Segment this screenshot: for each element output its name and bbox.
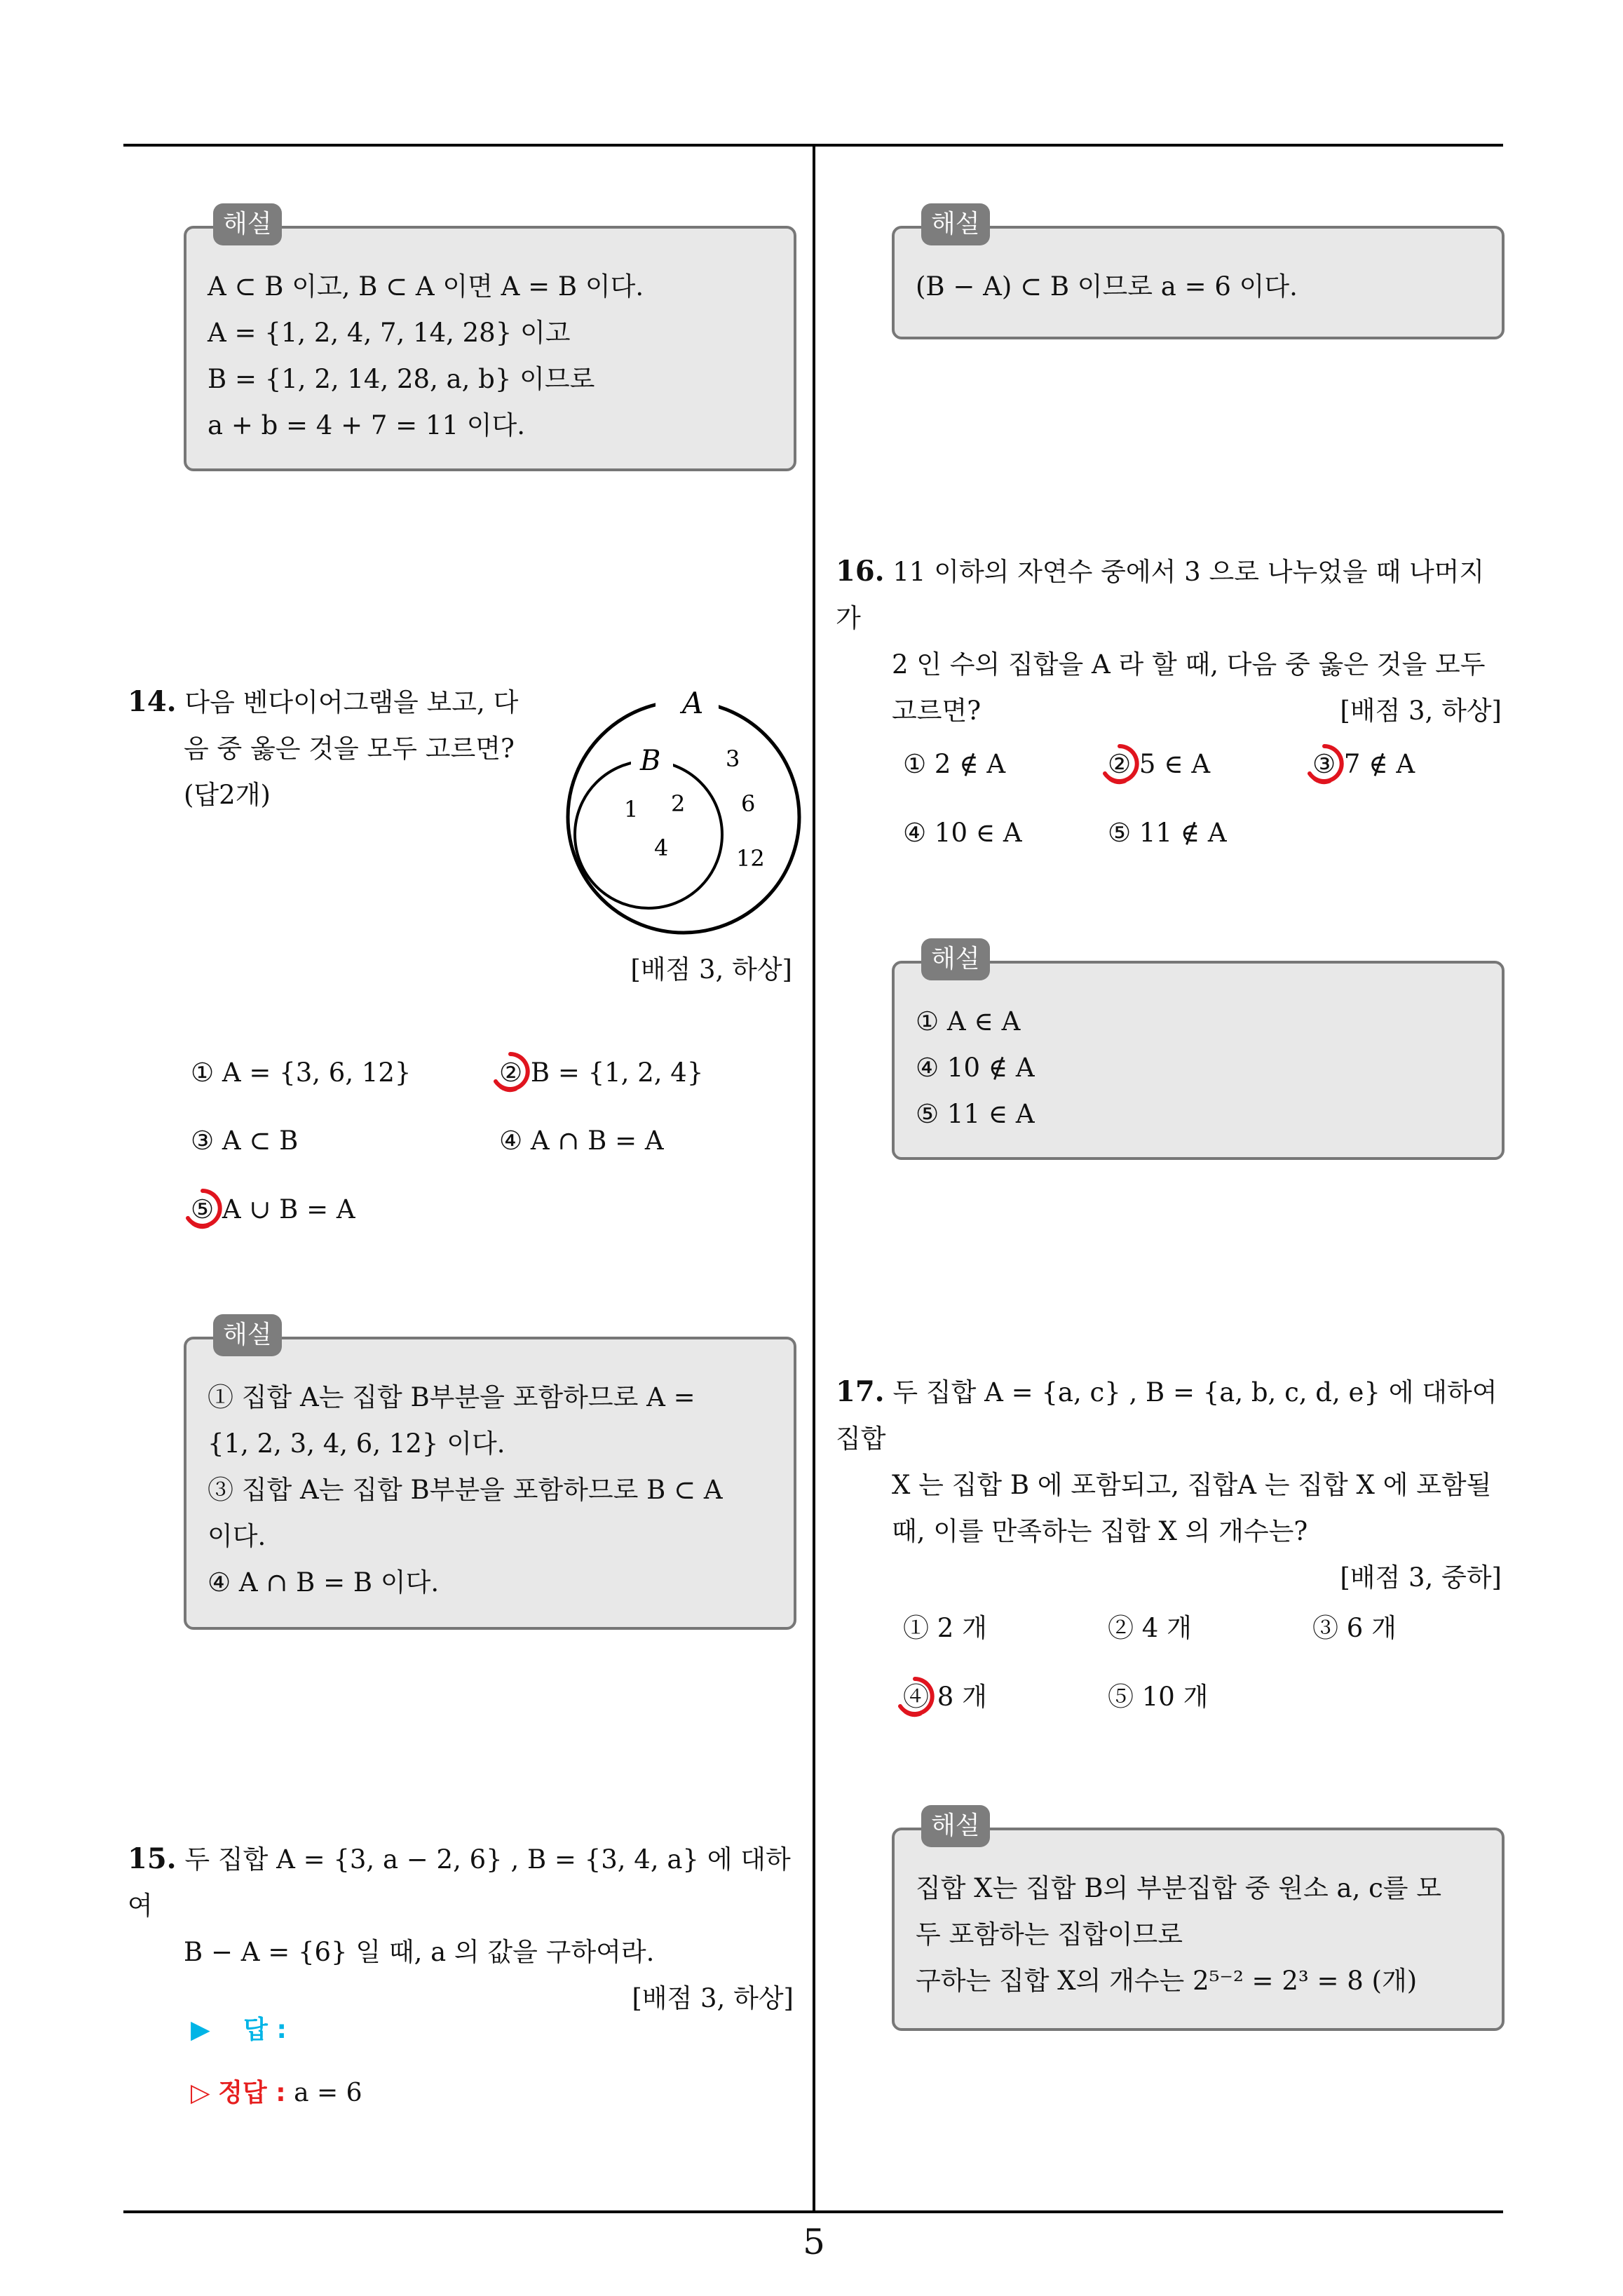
solution-line: ③ 집합 A는 집합 B부분을 포함하므로 B ⊂ A	[208, 1475, 723, 1505]
venn-element: 2	[671, 790, 686, 817]
answer-label: 답 :	[243, 2015, 287, 2044]
solution-tab: 해설	[921, 203, 990, 245]
question-text: 11 이하의 자연수 중에서 3 으로 나누었을 때 나머지가	[836, 557, 1485, 633]
question-number: 17.	[836, 1375, 885, 1408]
option-4[interactable]: ④ 10 ∈ A	[903, 818, 1022, 848]
option-5[interactable]: ⑤ 10 개	[1108, 1682, 1209, 1712]
correct-answer-row	[191, 2076, 362, 2111]
question-14	[128, 679, 548, 818]
solution-tab: 해설	[921, 1805, 990, 1847]
solution-line: 두 포함하는 집합이므로	[916, 1919, 1183, 1950]
option-5[interactable]: ⑤ 11 ∉ A	[1108, 818, 1227, 848]
question-text: B − A = {6} 일 때, a 의 값을 구하여라.	[184, 1937, 655, 1967]
score-label: [배점 3, 중하]	[1340, 1562, 1502, 1593]
solution-line: 이다.	[208, 1521, 266, 1551]
option-4[interactable]: ④ A ∩ B = A	[499, 1126, 664, 1156]
question-text: X 는 집합 B 에 포함되고, 집합A 는 집합 X 에 포함될	[892, 1470, 1492, 1500]
solution-line: A ⊂ B 이고, B ⊂ A 이면 A = B 이다.	[208, 271, 644, 302]
solution-line: ① A ∈ A	[916, 1006, 1021, 1036]
venn-element: 12	[736, 845, 765, 872]
option-1[interactable]: ① 2 개	[903, 1613, 987, 1643]
answer-mark-icon	[1303, 742, 1346, 785]
option-3[interactable]: ③ A ⊂ B	[191, 1126, 299, 1156]
bottom-rule	[123, 2210, 1503, 2213]
question-number: 16.	[836, 555, 885, 588]
question-text: 두 집합 A = {a, c} , B = {a, b, c, d, e} 에 대하여 집합	[836, 1377, 1498, 1454]
option-3[interactable]: ③ 7 ∉ A	[1312, 749, 1415, 779]
question-text: 2 인 수의 집합을 A 라 할 때, 다음 중 옳은 것을 모두	[892, 649, 1486, 680]
answer-mark-icon	[489, 1050, 532, 1093]
question-15	[128, 1836, 801, 2022]
solution-line: ① 집합 A는 집합 B부분을 포함하므로 A =	[208, 1382, 695, 1412]
score-label: [배점 3, 하상]	[630, 954, 792, 985]
option-2[interactable]: ② 4 개	[1108, 1613, 1192, 1643]
question-text: 두 집합 A = {3, a − 2, 6} , B = {3, 4, a} 에 대하여	[128, 1844, 791, 1921]
answer-arrow-icon: ▶	[191, 2015, 210, 2044]
solution-box-16	[892, 945, 1505, 1160]
option-2[interactable]: ② 5 ∈ A	[1108, 749, 1211, 779]
option-4[interactable]: ④ 8 개	[903, 1682, 987, 1712]
solution-tab: 해설	[921, 938, 990, 980]
answer-mark-icon	[181, 1187, 224, 1230]
question-text: 다음 벤다이어그램을 보고, 다	[184, 687, 519, 717]
solution-line: a + b = 4 + 7 = 11 이다.	[208, 410, 526, 440]
option-1[interactable]: ① A = {3, 6, 12}	[191, 1058, 412, 1088]
score-label: [배점 3, 하상]	[632, 1983, 794, 2013]
solution-line: ④ A ∩ B = B 이다.	[208, 1567, 440, 1598]
solution-line: {1, 2, 3, 4, 6, 12} 이다.	[208, 1429, 505, 1459]
question-17	[836, 1369, 1509, 1601]
solution-line: ⑤ 11 ∈ A	[916, 1099, 1035, 1129]
question-number: 14.	[128, 685, 177, 718]
solution-box-17	[892, 1811, 1505, 2031]
page-number: 5	[803, 2222, 825, 2262]
solution-line: 집합 X는 집합 B의 부분집합 중 원소 a, c를 모	[916, 1873, 1442, 1903]
correct-label: 정답 :	[218, 2079, 286, 2107]
answer-row	[191, 2013, 287, 2048]
venn-label-a: A	[682, 691, 704, 720]
answer-mark-icon	[893, 1675, 937, 1718]
solution-box-14	[184, 1321, 796, 1630]
solution-line: B = {1, 2, 14, 28, a, b} 이므로	[208, 364, 595, 394]
venn-label-b: B	[640, 745, 661, 777]
score-label: [배점 3, 하상]	[1340, 696, 1502, 726]
venn-element: 6	[741, 790, 756, 817]
solution-box-13	[184, 210, 796, 471]
question-number: 15.	[128, 1842, 177, 1875]
column-divider	[813, 144, 815, 2213]
venn-diagram	[557, 691, 810, 943]
option-2[interactable]: ② B = {1, 2, 4}	[499, 1058, 704, 1088]
solution-line: 구하는 집합 X의 개수는 2⁵⁻² = 2³ = 8 (개)	[916, 1966, 1418, 1996]
option-1[interactable]: ① 2 ∉ A	[903, 749, 1006, 779]
solution-line: ④ 10 ∉ A	[916, 1053, 1035, 1083]
correct-arrow-icon: ▷	[191, 2079, 210, 2107]
venn-element: 4	[654, 835, 669, 861]
solution-tab: 해설	[213, 1314, 282, 1356]
question-text: 때, 이를 만족하는 집합 X 의 개수는?	[892, 1516, 1308, 1546]
question-text: (답2개)	[184, 780, 271, 810]
solution-line: A = {1, 2, 4, 7, 14, 28} 이고	[208, 318, 571, 348]
question-text: 음 중 옳은 것을 모두 고르면?	[184, 734, 515, 764]
question-text: 고르면?	[892, 696, 982, 726]
option-3[interactable]: ③ 6 개	[1312, 1613, 1397, 1643]
correct-value: a = 6	[294, 2079, 362, 2107]
question-16	[836, 548, 1509, 734]
answer-mark-icon	[1098, 742, 1141, 785]
solution-tab: 해설	[213, 203, 282, 245]
solution-line: (B − A) ⊂ B 이므로 a = 6 이다.	[916, 271, 1298, 302]
venn-element: 3	[726, 745, 740, 772]
option-5[interactable]: ⑤ A ∪ B = A	[191, 1194, 355, 1224]
solution-box-15	[892, 210, 1505, 339]
venn-element: 1	[624, 796, 639, 823]
